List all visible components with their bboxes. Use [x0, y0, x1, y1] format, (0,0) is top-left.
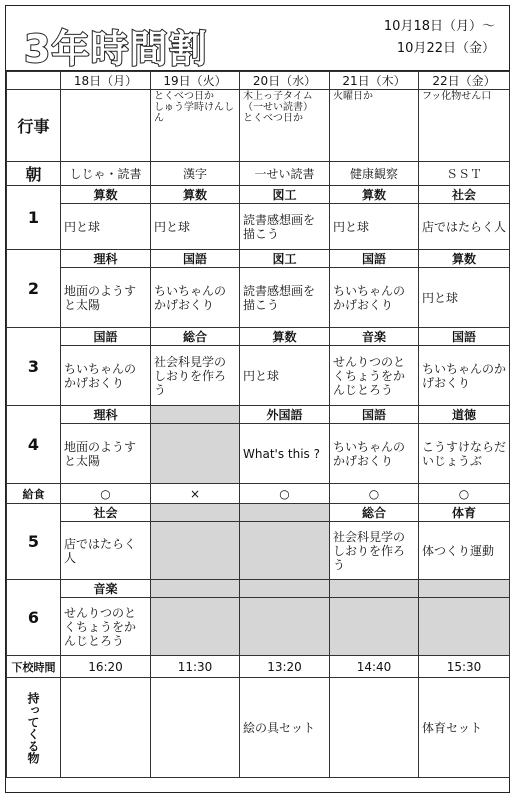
- day-header-row: [7, 72, 510, 90]
- content-cell: こうすけならだいじょうぶ: [419, 424, 510, 484]
- grade-label: 3年: [24, 27, 91, 71]
- p2-content-row: [7, 268, 510, 328]
- morning-cell: 漢字: [151, 162, 240, 186]
- lunch-row: [7, 484, 510, 504]
- day-header: 21日（木）: [330, 72, 419, 90]
- schedule-table: [6, 71, 510, 778]
- content-cell: 店ではたらく人: [419, 204, 510, 250]
- content-cell: 円と球: [419, 268, 510, 328]
- subject-cell: 算数: [240, 328, 330, 346]
- content-cell: 円と球: [151, 204, 240, 250]
- content-cell: 地面のようすと太陽: [61, 424, 151, 484]
- morning-cell: 健康観察: [330, 162, 419, 186]
- lunch-cell: ○: [330, 484, 419, 504]
- p3-label: 3: [7, 328, 61, 406]
- content-cell: [240, 522, 330, 580]
- content-cell: 店ではたらく人: [61, 522, 151, 580]
- dismissal-cell: 13:20: [240, 656, 330, 678]
- events-label: 行事: [7, 90, 61, 162]
- title-label: 時間割: [90, 27, 208, 71]
- morning-cell: しじゃ・読書: [61, 162, 151, 186]
- subject-cell: 理科: [61, 406, 151, 424]
- subject-cell: [151, 504, 240, 522]
- date-start: 10月18日（月）～: [383, 19, 495, 34]
- morning-cell: 一せい読書: [240, 162, 330, 186]
- content-cell: ちいちゃんのかげおくり: [61, 346, 151, 406]
- p4-subject-row: [7, 406, 510, 424]
- event-cell: [61, 90, 151, 162]
- p5-content-row: [7, 522, 510, 580]
- subject-cell: 国語: [151, 250, 240, 268]
- p2-label: 2: [7, 250, 61, 328]
- subject-cell: 算数: [151, 186, 240, 204]
- bring-cell: 体育セット: [419, 678, 510, 778]
- content-cell: 読書感想画を描こう: [240, 268, 330, 328]
- bring-cell: [151, 678, 240, 778]
- bring-label: 持ってくる物: [26, 691, 40, 764]
- p1-label: 1: [7, 186, 61, 250]
- subject-cell: [240, 580, 330, 598]
- bring-row: [7, 678, 510, 778]
- p6-label: 6: [7, 580, 61, 656]
- content-cell: ちいちゃんのかげおくり: [330, 424, 419, 484]
- morning-label: 朝: [7, 162, 61, 186]
- content-cell: ちいちゃんのかげおくり: [151, 268, 240, 328]
- subject-cell: 算数: [61, 186, 151, 204]
- subject-cell: 社会: [419, 186, 510, 204]
- lunch-label: 給食: [7, 484, 61, 504]
- subject-cell: 国語: [330, 406, 419, 424]
- subject-cell: 図工: [240, 250, 330, 268]
- content-cell: 読書感想画を描こう: [240, 204, 330, 250]
- event-cell: 火曜日か: [330, 90, 419, 162]
- content-cell: せんりつのとくちょうをかんじとろう: [61, 598, 151, 656]
- content-cell: [240, 598, 330, 656]
- content-cell: What's this ?: [240, 424, 330, 484]
- subject-cell: 国語: [61, 328, 151, 346]
- subject-cell: 音楽: [330, 328, 419, 346]
- content-cell: [151, 598, 240, 656]
- subject-cell: 道徳: [419, 406, 510, 424]
- subject-cell: 総合: [151, 328, 240, 346]
- content-cell: [330, 598, 419, 656]
- content-cell: 円と球: [240, 346, 330, 406]
- timetable-title: [24, 18, 207, 73]
- p4-label: 4: [7, 406, 61, 484]
- bring-label-cell: [7, 678, 61, 778]
- p5-subject-row: [7, 504, 510, 522]
- content-cell: 円と球: [61, 204, 151, 250]
- subject-cell: 算数: [330, 186, 419, 204]
- lunch-cell: ○: [240, 484, 330, 504]
- lunch-cell: ×: [151, 484, 240, 504]
- subject-cell: 外国語: [240, 406, 330, 424]
- content-cell: [151, 522, 240, 580]
- content-cell: ちいちゃんのかげおくり: [330, 268, 419, 328]
- subject-cell: 国語: [419, 328, 510, 346]
- p2-subject-row: [7, 250, 510, 268]
- subject-cell: 理科: [61, 250, 151, 268]
- subject-cell: 体育: [419, 504, 510, 522]
- event-cell: 木上っ子タイム （一せい読書） とくべつ日か: [240, 90, 330, 162]
- dismissal-cell: 14:40: [330, 656, 419, 678]
- content-cell: せんりつのとくちょうをかんじとろう: [330, 346, 419, 406]
- p3-subject-row: [7, 328, 510, 346]
- title-area: [6, 6, 509, 71]
- day-header: 18日（月）: [61, 72, 151, 90]
- event-cell: とくべつ日か しゅう学時けんしん: [151, 90, 240, 162]
- dismissal-label: 下校時間: [7, 656, 61, 678]
- subject-cell: [330, 580, 419, 598]
- subject-cell: [240, 504, 330, 522]
- p3-content-row: [7, 346, 510, 406]
- bring-cell: [330, 678, 419, 778]
- p6-content-row: [7, 598, 510, 656]
- content-cell: [419, 598, 510, 656]
- subject-cell: 図工: [240, 186, 330, 204]
- content-cell: 体つくり運動: [419, 522, 510, 580]
- date-range: [384, 16, 495, 60]
- subject-cell: 社会: [61, 504, 151, 522]
- p1-content-row: [7, 204, 510, 250]
- dismissal-cell: 11:30: [151, 656, 240, 678]
- bring-cell: [61, 678, 151, 778]
- subject-cell: 算数: [419, 250, 510, 268]
- content-cell: 地面のようすと太陽: [61, 268, 151, 328]
- p6-subject-row: [7, 580, 510, 598]
- content-cell: 社会科見学のしおりを作ろう: [151, 346, 240, 406]
- day-header: 20日（水）: [240, 72, 330, 90]
- timetable-sheet: [5, 5, 510, 793]
- corner-cell: [7, 72, 61, 90]
- subject-cell: 総合: [330, 504, 419, 522]
- lunch-cell: ○: [419, 484, 510, 504]
- bring-cell: 絵の具セット: [240, 678, 330, 778]
- content-cell: 円と球: [330, 204, 419, 250]
- p4-content-row: [7, 424, 510, 484]
- date-end: 10月22日（金）: [396, 41, 495, 56]
- day-header: 19日（火）: [151, 72, 240, 90]
- subject-cell: [419, 580, 510, 598]
- content-cell: 社会科見学のしおりを作ろう: [330, 522, 419, 580]
- dismissal-cell: 15:30: [419, 656, 510, 678]
- dismissal-row: [7, 656, 510, 678]
- p5-label: 5: [7, 504, 61, 580]
- morning-row: [7, 162, 510, 186]
- subject-cell: 音楽: [61, 580, 151, 598]
- lunch-cell: ○: [61, 484, 151, 504]
- content-cell: ちいちゃんのかげおくり: [419, 346, 510, 406]
- morning-cell: ＳＳＴ: [419, 162, 510, 186]
- subject-cell: [151, 580, 240, 598]
- day-header: 22日（金）: [419, 72, 510, 90]
- p1-subject-row: [7, 186, 510, 204]
- subject-cell: 国語: [330, 250, 419, 268]
- dismissal-cell: 16:20: [61, 656, 151, 678]
- event-cell: フッ化物せん口: [419, 90, 510, 162]
- content-cell: [151, 424, 240, 484]
- subject-cell: [151, 406, 240, 424]
- events-row: [7, 90, 510, 162]
